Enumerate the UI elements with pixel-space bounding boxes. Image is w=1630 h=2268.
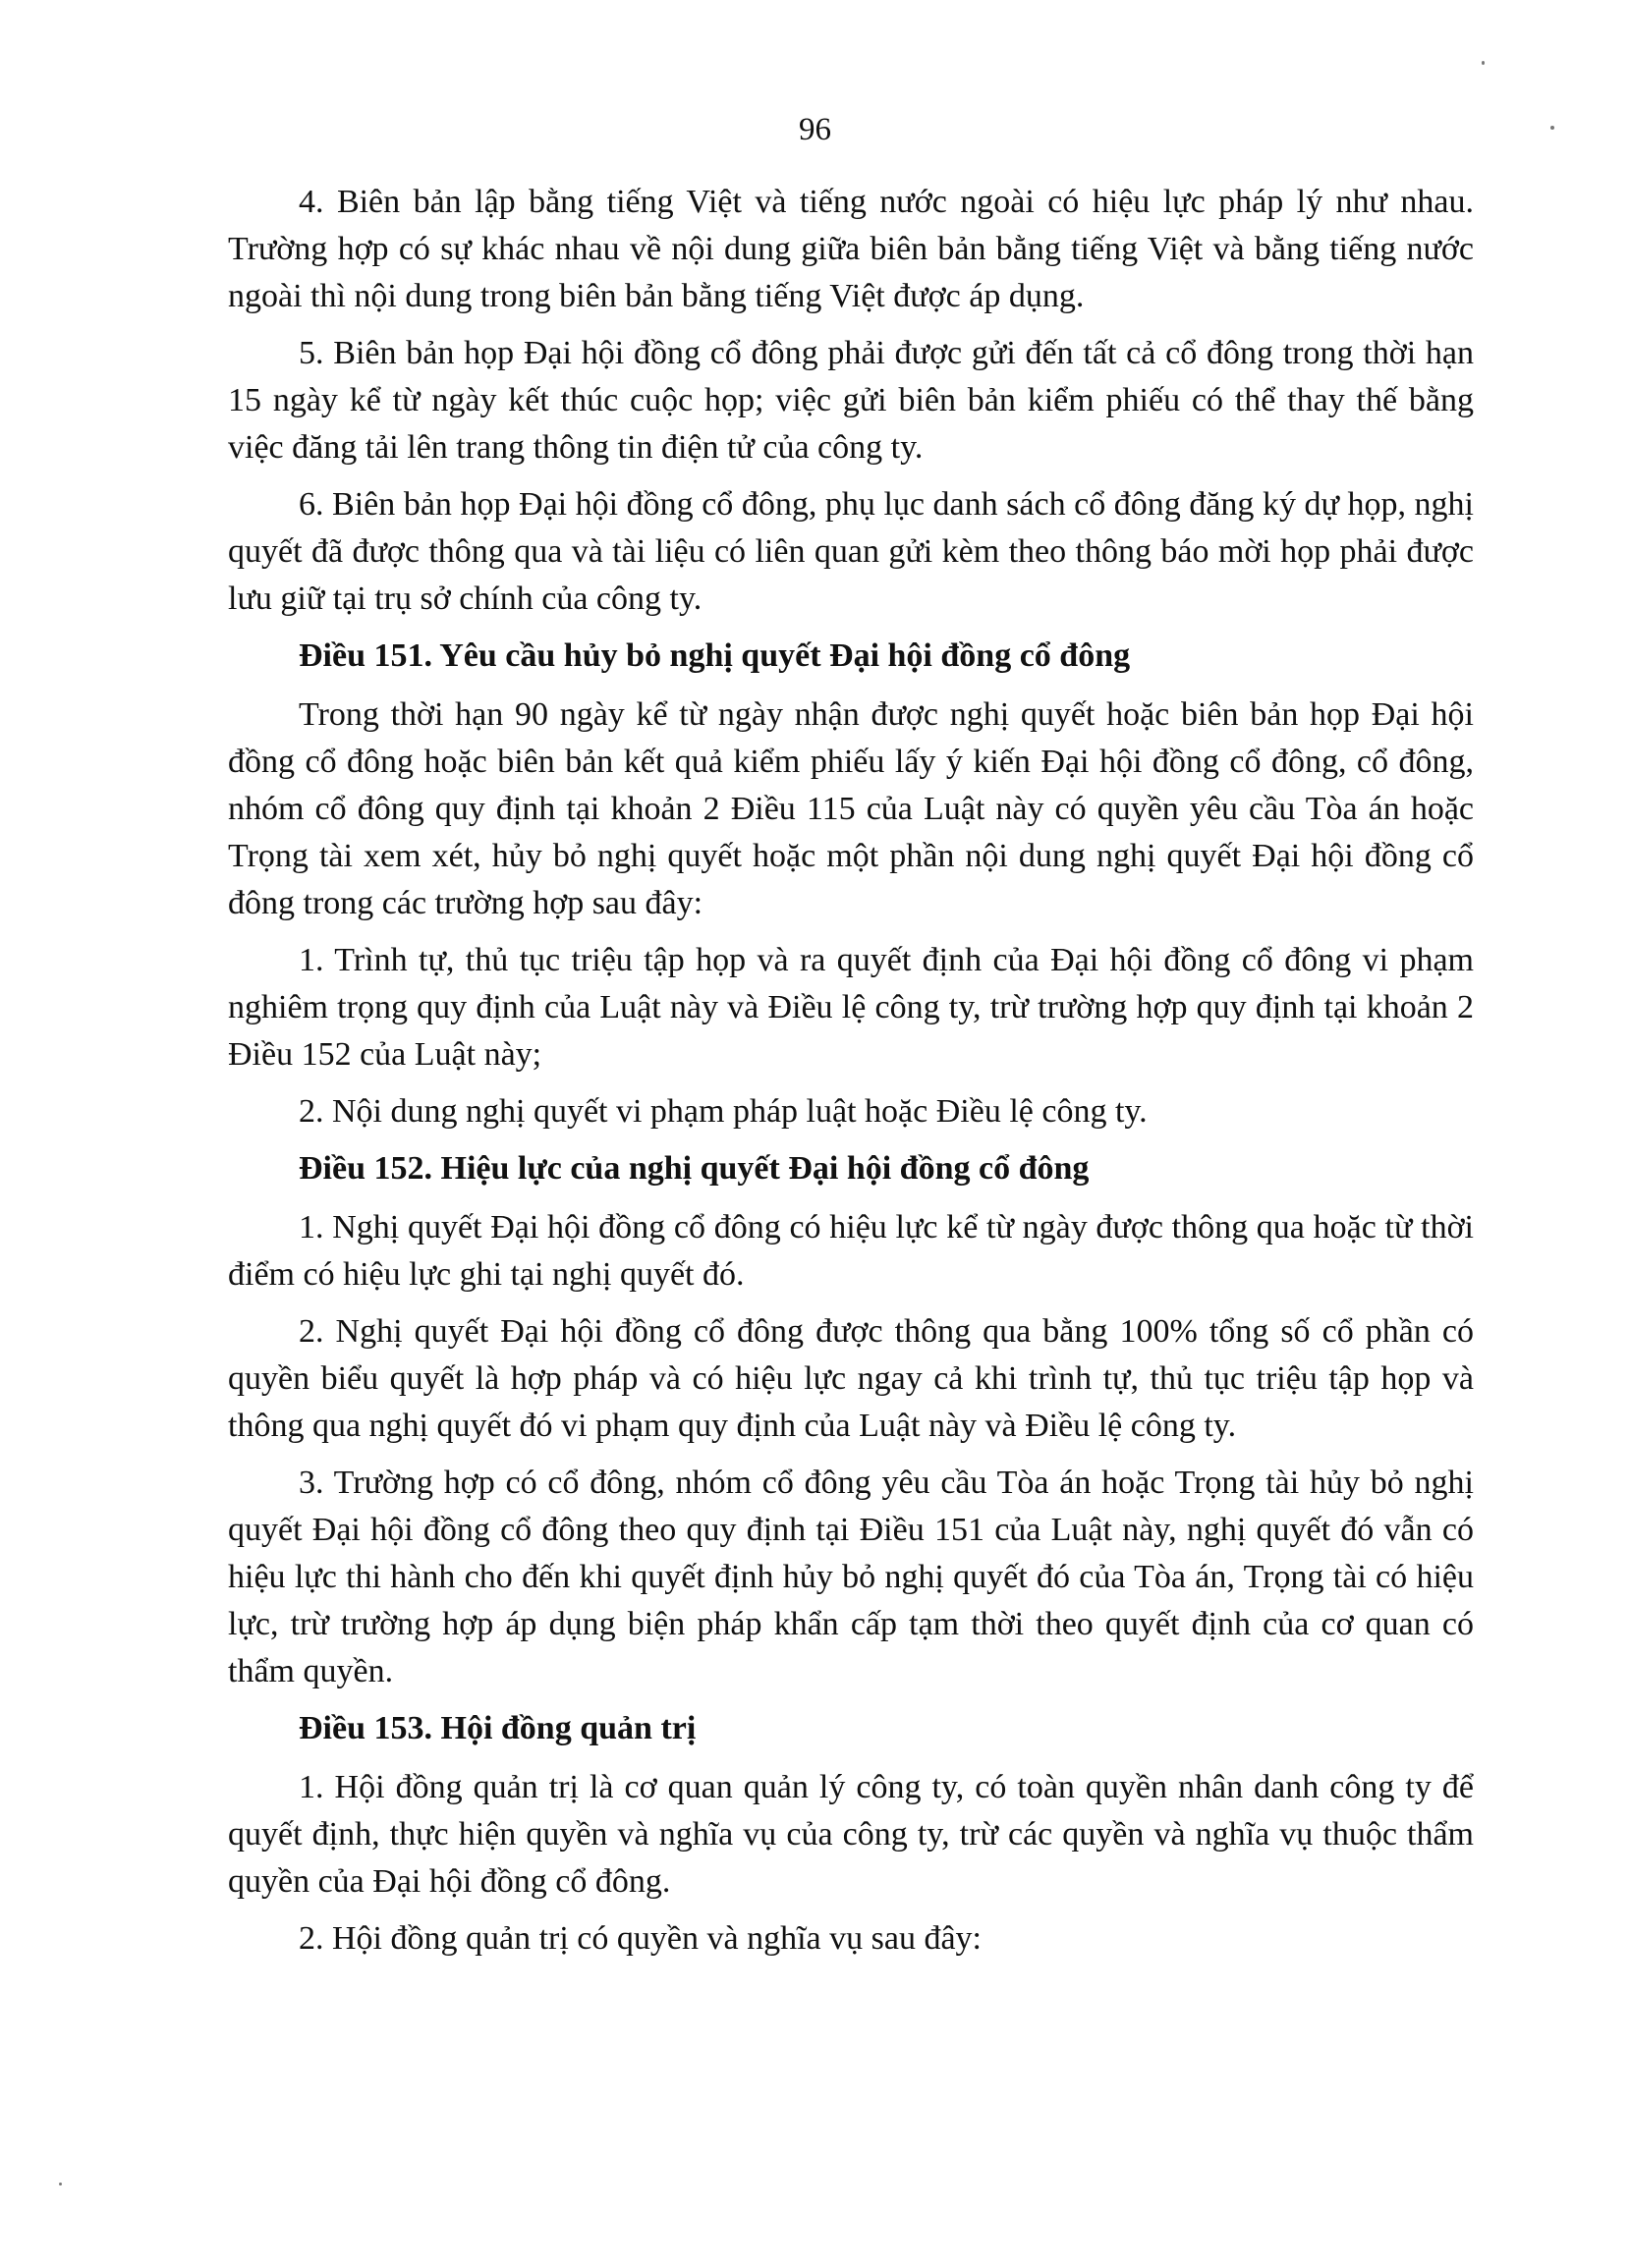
scan-speck: [1482, 61, 1485, 65]
paragraph: 1. Nghị quyết Đại hội đồng cổ đông có hiệu lực kể từ ngày được thông qua hoặc từ thời điểm có hiệu lực ghi tại nghị quyết đó.: [228, 1209, 1474, 1293]
paragraph: 4. Biên bản lập bằng tiếng Việt và tiếng nước ngoài có hiệu lực pháp lý như nhau. Trường hợp có sự khác nhau về nội dung giữa biên bản bằng tiếng Việt và bằng tiếng nước ngoài thì nội dung trong biên bản bằng tiếng Việt được áp dụng.: [228, 184, 1474, 314]
paragraph: 5. Biên bản họp Đại hội đồng cổ đông phải được gửi đến tất cả cổ đông trong thời hạn 15 ngày kể từ ngày kết thúc cuộc họp; việc gửi biên bản kiểm phiếu có thể thay thế bằng việc đăng tải lên trang thông tin điện tử của công ty.: [228, 335, 1474, 466]
scan-speck: [59, 2183, 62, 2185]
paragraph: 1. Trình tự, thủ tục triệu tập họp và ra quyết định của Đại hội đồng cổ đông vi phạm nghiêm trọng quy định của Luật này và Điều lệ công ty, trừ trường hợp quy định tại khoản 2 Điều 152 của Luật này;: [228, 942, 1474, 1073]
paragraph: 2. Hội đồng quản trị có quyền và nghĩa vụ sau đây:: [299, 1920, 982, 1957]
article-title: Hội đồng quản trị: [440, 1710, 697, 1746]
article-heading-151: [228, 633, 1474, 680]
document-body: [228, 179, 1474, 1972]
page-number: 96: [799, 112, 831, 147]
paragraph: 2. Nghị quyết Đại hội đồng cổ đông được thông qua bằng 100% tổng số cổ phần có quyền biểu quyết là hợp pháp và có hiệu lực ngay cả khi trình tự, thủ tục triệu tập họp và thông qua nghị quyết đó vi phạm quy định của Luật này và Điều lệ công ty.: [228, 1313, 1474, 1444]
article-title: Yêu cầu hủy bỏ nghị quyết Đại hội đồng cổ đông: [439, 637, 1131, 674]
scan-speck: [1550, 126, 1554, 130]
paragraph: 6. Biên bản họp Đại hội đồng cổ đông, phụ lục danh sách cổ đông đăng ký dự họp, nghị quyết đã được thông qua và tài liệu có liên quan gửi kèm theo thông báo mời họp phải được lưu giữ tại trụ sở chính của công ty.: [228, 486, 1474, 617]
paragraph: 3. Trường hợp có cổ đông, nhóm cổ đông yêu cầu Tòa án hoặc Trọng tài hủy bỏ nghị quyết Đại hội đồng cổ đông theo quy định tại Điều 151 của Luật này, nghị quyết đó vẫn có hiệu lực thi hành cho đến khi quyết định hủy bỏ nghị quyết đó của Tòa án, Trọng tài có hiệu lực, trừ trường hợp áp dụng biện pháp khẩn cấp tạm thời theo quyết định của cơ quan có thẩm quyền.: [228, 1465, 1474, 1689]
article-title: Hiệu lực của nghị quyết Đại hội đồng cổ đông: [440, 1150, 1090, 1187]
article-label: Điều 153.: [299, 1710, 432, 1746]
article-label: Điều 151.: [299, 637, 432, 674]
article-heading-153: [228, 1705, 1474, 1752]
paragraph: 2. Nội dung nghị quyết vi phạm pháp luật hoặc Điều lệ công ty.: [299, 1093, 1148, 1130]
article-heading-152: [228, 1145, 1474, 1192]
article-label: Điều 152.: [299, 1150, 432, 1187]
paragraph: 1. Hội đồng quản trị là cơ quan quản lý công ty, có toàn quyền nhân danh công ty để quyết định, thực hiện quyền và nghĩa vụ của công ty, trừ các quyền và nghĩa vụ thuộc thẩm quyền của Đại hội đồng cổ đông.: [228, 1769, 1474, 1900]
paragraph: Trong thời hạn 90 ngày kể từ ngày nhận được nghị quyết hoặc biên bản họp Đại hội đồng cổ đông hoặc biên bản kết quả kiểm phiếu lấy ý kiến Đại hội đồng cổ đông, cổ đông, nhóm cổ đông quy định tại khoản 2 Điều 115 của Luật này có quyền yêu cầu Tòa án hoặc Trọng tài xem xét, hủy bỏ nghị quyết hoặc một phần nội dung nghị quyết Đại hội đồng cổ đông trong các trường hợp sau đây:: [228, 696, 1474, 921]
